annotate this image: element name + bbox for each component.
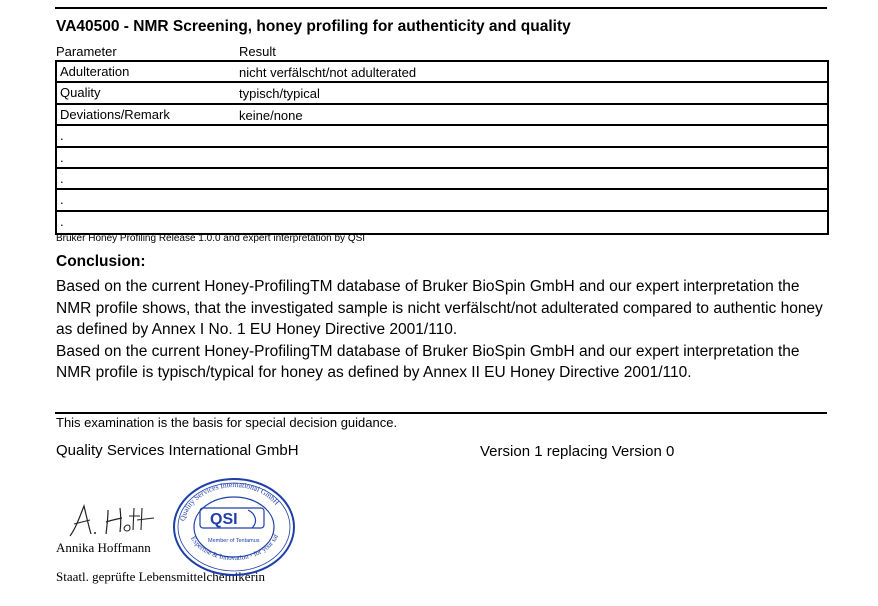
parameter-cell: . (60, 170, 64, 186)
parameter-cell: . (60, 149, 64, 165)
report-title: VA40500 - NMR Screening, honey profiling for authenticity and quality (56, 18, 571, 35)
column-header-parameter: Parameter (56, 44, 117, 59)
table-row (57, 62, 827, 83)
conclusion-rule (55, 412, 827, 414)
results-table (55, 60, 829, 235)
result-cell: typisch/typical (239, 86, 320, 102)
qsi-seal-stamp-icon (170, 476, 298, 578)
conclusion-heading: Conclusion: (56, 253, 146, 270)
parameter-cell: Adulteration (60, 64, 130, 79)
parameter-cell: . (60, 128, 64, 144)
signer-name: Annika Hoffmann (56, 540, 151, 555)
company-name: Quality Services International GmbH (56, 442, 299, 459)
result-cell: keine/none (239, 107, 303, 123)
signer-title: Staatl. geprüfte Lebensmittelchemikerin (56, 569, 266, 584)
basis-note: This examination is the basis for special decision guidance. (56, 415, 398, 430)
table-row (57, 190, 827, 211)
conclusion-paragraph-adulteration: Based on the current Honey-ProfilingTM database of Bruker BioSpin GmbH and our expert interpretation the NMR profile shows, that the investigated sample is nicht verfälscht/not adulterated compared to authentic honey as defined by Annex I No. 1 EU Honey Directive 2001/110. (56, 278, 823, 338)
svg-text:Quality Services International: Quality Services International GmbH (177, 479, 282, 522)
svg-text:Member of Tentamus: Member of Tentamus (208, 538, 260, 544)
conclusion-paragraph-quality: Based on the current Honey-ProfilingTM database of Bruker BioSpin GmbH and our expert interpretation the NMR profile is typisch/typical for honey as defined by Annex II EU Honey Directive 2001/110. (56, 342, 800, 381)
signature-scribble-icon (64, 500, 164, 540)
parameter-cell: . (60, 213, 64, 229)
svg-text:Expertise & Innovation - for y: Expertise & Innovation - for your saf (189, 532, 281, 563)
svg-text:QSI: QSI (210, 511, 238, 528)
qsi-seal (170, 476, 298, 583)
table-row (57, 169, 827, 190)
result-cell: nicht verfälscht/not adulterated (239, 65, 417, 80)
table-row (57, 83, 827, 104)
parameter-cell: Deviations/Remark (60, 106, 170, 122)
signature (64, 500, 164, 545)
column-header-result: Result (239, 44, 276, 59)
table-row (57, 148, 827, 169)
parameter-cell: Quality (60, 85, 101, 101)
top-rule (55, 7, 827, 9)
parameter-cell: . (60, 192, 64, 208)
table-row (57, 212, 827, 233)
table-row (57, 105, 827, 126)
table-row (57, 126, 827, 147)
version-note: Version 1 replacing Version 0 (480, 443, 675, 460)
conclusion-body (56, 276, 826, 384)
method-footnote: Bruker Honey Profiling Release 1.0.0 and expert interpretation by QSI (56, 233, 366, 244)
